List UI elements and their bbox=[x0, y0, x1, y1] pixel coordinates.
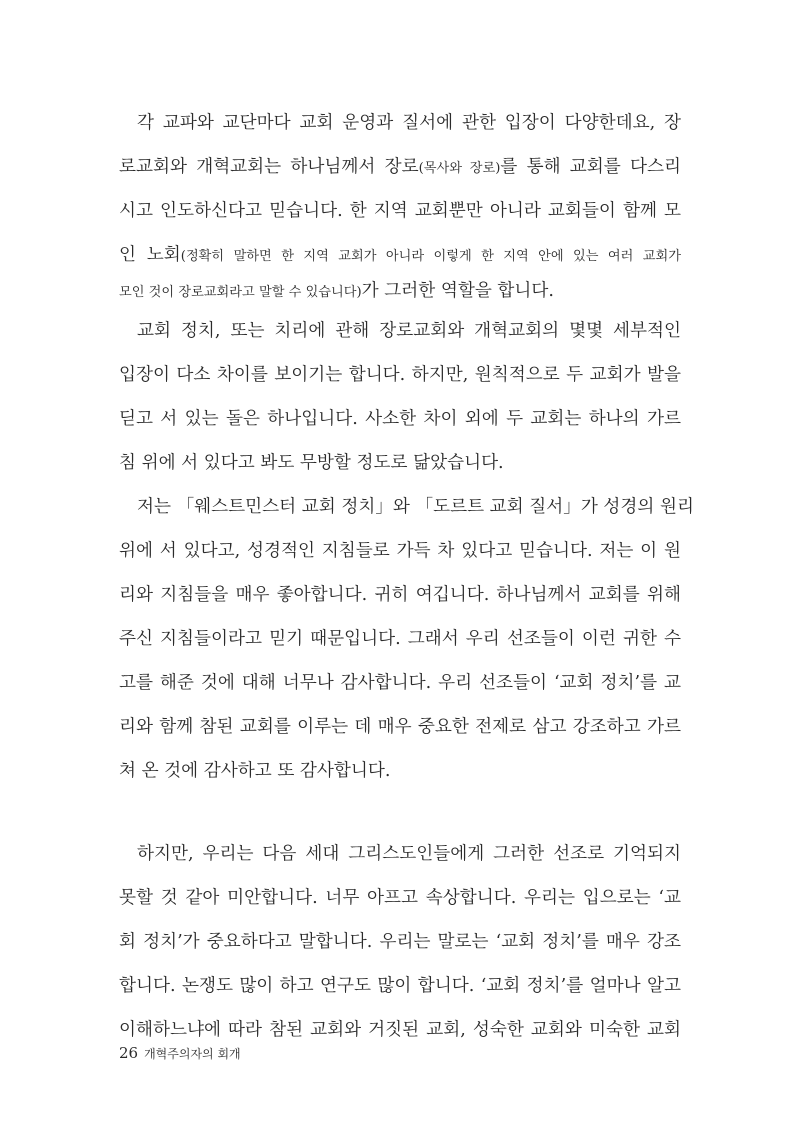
paragraph-line: 하지만, 우리는 다음 세대 그리스도인들에게 그러한 선조로 기억되지 bbox=[137, 844, 681, 864]
paragraph-line: 이해하느냐에 따라 참된 교회와 거짓된 교회, 성숙한 교회와 미숙한 교회 bbox=[119, 1020, 681, 1040]
paragraph-line: 교회 정치, 또는 치리에 관해 장로교회와 개혁교회의 몇몇 세부적인 bbox=[137, 321, 681, 341]
parenthetical-note: 모인 것이 장로교회라고 말할 수 있습니다) bbox=[119, 285, 362, 300]
paragraph-line: 리와 함께 참된 교회를 이루는 데 매우 중요한 전제로 삼고 강조하고 가르 bbox=[119, 717, 681, 737]
paragraph-line: 못할 것 같아 미안합니다. 너무 아프고 속상합니다. 우리는 입으로는 ‘교 bbox=[119, 888, 681, 908]
paragraph-line: 쳐 온 것에 감사하고 또 감사합니다. bbox=[119, 761, 391, 781]
paragraph-line: 침 위에 서 있다고 봐도 무방할 정도로 닮았습니다. bbox=[119, 453, 504, 473]
paragraph-line: 저는 「웨스트민스터 교회 정치」와 「도르트 교회 질서」가 성경의 원리 bbox=[137, 497, 695, 517]
paragraph-line: 합니다. 논쟁도 많이 하고 연구도 많이 합니다. ‘교회 정치’를 얼마나 알고 bbox=[119, 976, 681, 996]
book-title: 개혁주의자의 회개 bbox=[144, 1047, 241, 1061]
paragraph-line: 모인 것이 장로교회라고 말할 수 있습니다)가 그러한 역할을 합니다. bbox=[119, 281, 554, 301]
paragraph-line: 시고 인도하신다고 믿습니다. 한 지역 교회뿐만 아니라 교회들이 함께 모 bbox=[119, 201, 681, 221]
paragraph-line: 각 교파와 교단마다 교회 운영과 질서에 관한 입장이 다양한데요, 장 bbox=[137, 113, 681, 133]
page-number: 26 bbox=[119, 1044, 139, 1062]
parenthetical-note: (목사와 장로) bbox=[418, 161, 501, 176]
paragraph-line: 위에 서 있다고, 성경적인 지침들로 가득 차 있다고 믿습니다. 저는 이 원 bbox=[119, 541, 681, 561]
paragraph-line: 주신 지침들이라고 믿기 때문입니다. 그래서 우리 선조들이 이런 귀한 수 bbox=[119, 629, 681, 649]
paragraph-line: 딛고 서 있는 돌은 하나입니다. 사소한 차이 외에 두 교회는 하나의 가르 bbox=[119, 409, 681, 429]
page-footer bbox=[119, 1043, 241, 1062]
paragraph-line: 인 노회(정확히 말하면 한 지역 교회가 아니라 이렇게 한 지역 안에 있는 여러 교회가 bbox=[119, 245, 681, 265]
paragraph-line: 입장이 다소 차이를 보이기는 합니다. 하지만, 원칙적으로 두 교회가 발을 bbox=[119, 365, 681, 385]
paragraph-line: 리와 지침들을 매우 좋아합니다. 귀히 여깁니다. 하나님께서 교회를 위해 bbox=[119, 585, 681, 605]
paragraph-line: 로교회와 개혁교회는 하나님께서 장로(목사와 장로)를 통해 교회를 다스리 bbox=[119, 157, 681, 177]
paragraph-line: 회 정치’가 중요하다고 말합니다. 우리는 말로는 ‘교회 정치’를 매우 강조 bbox=[119, 932, 681, 952]
paragraph-line: 고를 해준 것에 대해 너무나 감사합니다. 우리 선조들이 ‘교회 정치’를 교 bbox=[119, 673, 681, 693]
parenthetical-note: (정확히 말하면 한 지역 교회가 아니라 이렇게 한 지역 안에 있는 여러 교회가 bbox=[180, 249, 681, 264]
